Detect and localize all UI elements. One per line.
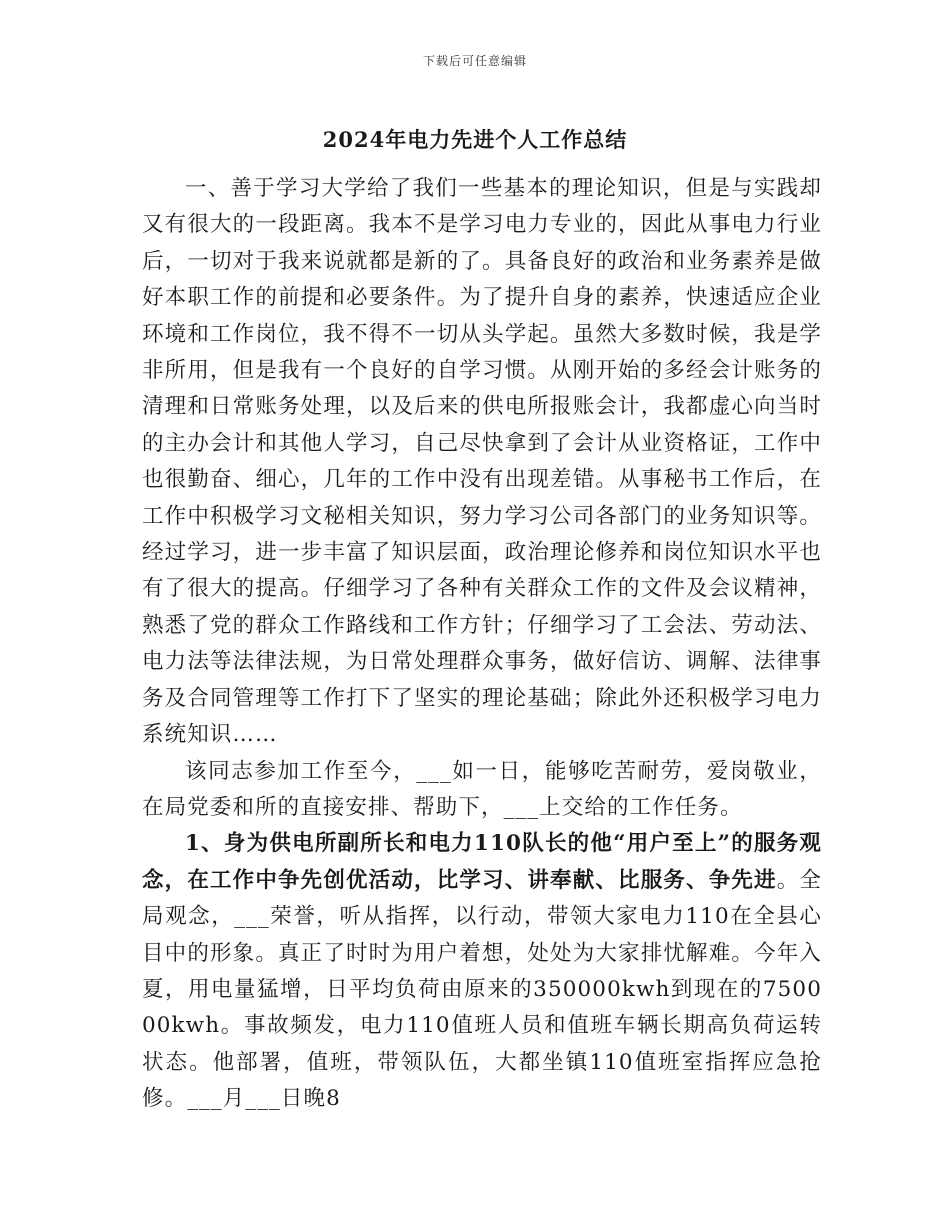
paragraph-3: [142, 826, 822, 1117]
document-title: 2024年电力先进个人工作总结: [322, 127, 628, 152]
page-header: 下载后可任意编辑: [422, 54, 527, 68]
paragraph-3-text: 。全局观念，___荣誉，听从指挥，以行动，带领大家电力110在全县心目中的形象。真正了时时为用户着想，处处为大家排忧解难。今年入夏，用电量猛增，日平均负荷由原来的350000kwh到现在的750000kwh。事故频发，电力110值班人员和值班车辆长期高负荷运转状态。他部署，值班，带领队伍，大都坐镇110值班室指挥应急抢修。___月___日晚8: [142, 867, 822, 1112]
paragraph-3-bold-lead: 1、身为供电所副所长和电力110队长的他“用户至上”的服务观念，在工作中争先创优活动，比学习、讲奉献、比服务、争先进: [142, 831, 822, 893]
document-body: [142, 171, 822, 1118]
paragraph-1: 一、善于学习大学给了我们一些基本的理论知识，但是与实践却又有很大的一段距离。我本不是学习电力专业的，因此从事电力行业后，一切对于我来说就都是新的了。具备良好的政治和业务素养是做好本职工作的前提和必要条件。为了提升自身的素养，快速适应企业环境和工作岗位，我不得不一切从头学起。虽然大多数时候，我是学非所用，但是我有一个良好的自学习惯。从刚开始的多经会计账务的清理和日常账务处理，以及后来的供电所报账会计，我都虚心向当时的主办会计和其他人学习，自己尽快拿到了会计从业资格证，工作中也很勤奋、细心，几年的工作中没有出现差错。从事秘书工作后，在工作中积极学习文秘相关知识，努力学习公司各部门的业务知识等。经过学习，进一步丰富了知识层面，政治理论修养和岗位知识水平也有了很大的提高。仔细学习了各种有关群众工作的文件及会议精神，熟悉了党的群众工作路线和工作方针；仔细学习了工会法、劳动法、电力法等法律法规，为日常处理群众事务，做好信访、调解、法律事务及合同管理等工作打下了坚实的理论基础；除此外还积极学习电力系统知识……: [142, 176, 822, 748]
paragraph-2: 该同志参加工作至今，___如一日，能够吃苦耐劳，爱岗敬业，在局党委和所的直接安排、帮助下，___上交给的工作任务。: [142, 758, 822, 820]
